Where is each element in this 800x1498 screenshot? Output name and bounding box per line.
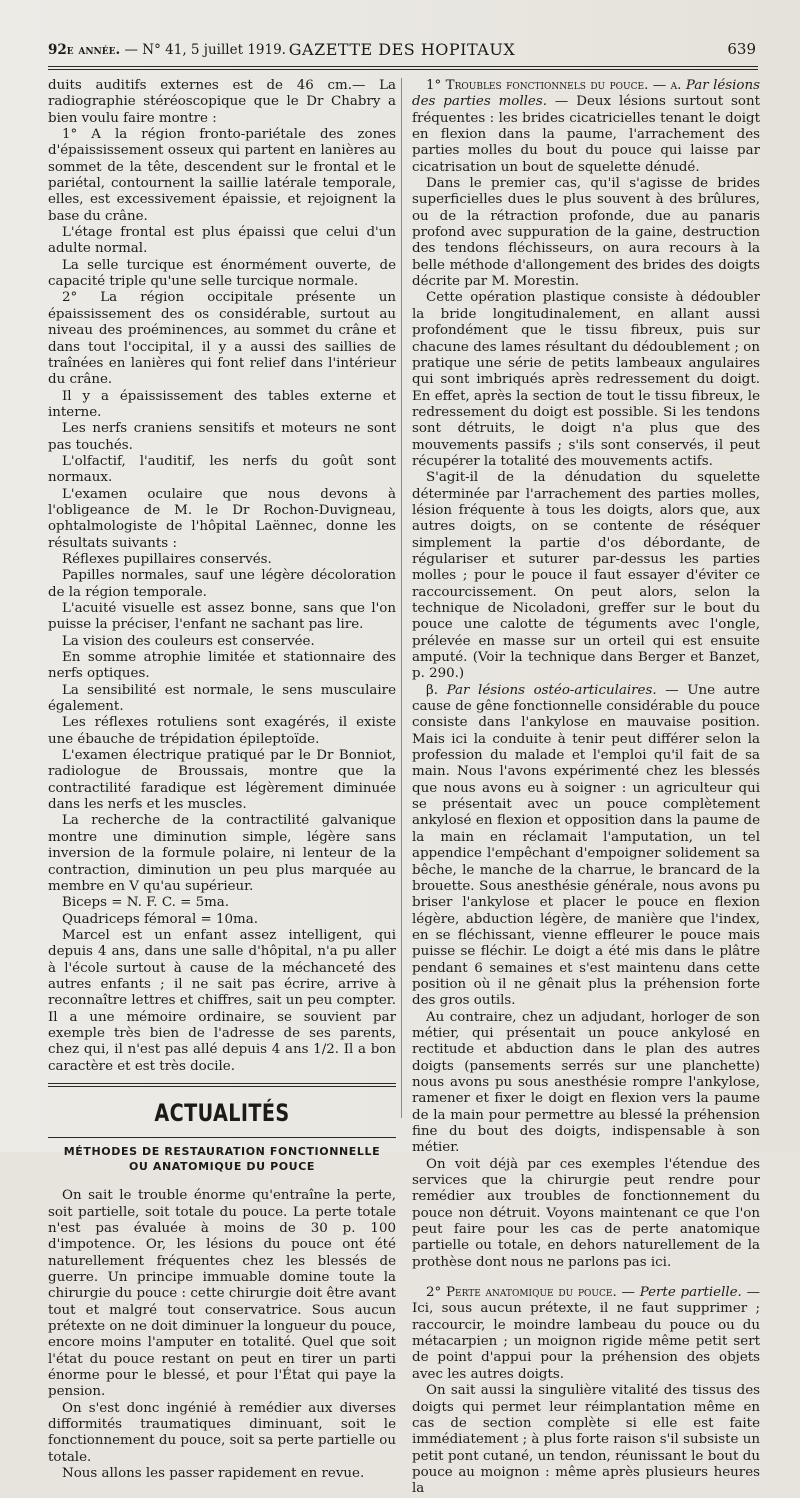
header-rule (48, 66, 758, 67)
header-rule-double (48, 69, 758, 70)
paragraph: L'examen électrique pratiqué par le Dr Bonniot, radiologue de Broussais, montre que la contractilité faradique est légèrement diminuée dans les nerfs et les muscles. (48, 748, 396, 813)
paragraph-last: On sait aussi la singulière vitalité des tissus des doigts qui permet leur réimplantation même en cas de section complète si elle est faite immédiatement ; à plus forte raison s'il subsiste un petit pont cutané, un tendon, réunissant le bout du pouce au moignon : même après plusieurs heures la (412, 1383, 760, 1497)
left-column (48, 78, 396, 1483)
paragraph-troubles-fonctionnels (412, 78, 760, 176)
paragraph: La selle turcique est énormément ouverte, de capacité triple qu'une selle turcique normale. (48, 257, 396, 290)
paragraph: S'agit-il de la dénudation du squelette déterminée par l'arrachement des parties molles, lésion fréquente à tous les doigts, alors que, aux autres doigts, on se contente de réséquer simplement la partie d'os débordante, de régulariser et suturer par-dessus les parties molles ; pour le pouce il faut essayer d'éviter ce raccourcissement. On peut alors, selon la technique de Nicoladoni, greffer sur le bout du pouce une calotte de téguments avec l'ongle, prélevée en masse sur un orteil qui est ensuite amputé. (Voir la technique dans Berger et Banzet, p. 290.) (412, 470, 760, 682)
paragraph: Biceps = N. F. C. = 5ma. (62, 895, 230, 911)
paragraph: Il y a épaississement des tables externe et interne. (48, 388, 396, 420)
paragraph: Papilles normales, sauf une légère décoloration de la région temporale. (48, 568, 396, 600)
paragraph: Dans le premier cas, qu'il s'agisse de brides superficielles dues le plus souvent à des brûlures, ou de la rétraction profonde, due au panaris profond avec suppuration de la gaine, destruction des tendons fléchisseurs, on aura recours à la belle méthode d'allongement des brides des doigts décrite par M. Morestin. (412, 176, 760, 290)
paragraph: 1° A la région fronto-pariétale des zones d'épaississement osseux qui partent en lanières au sommet de la tête, descendent sur le frontal et le pariétal, contournent la saillie latérale temporale, elles, est excessivement épaissie, et rejoignent la base du crâne. (48, 127, 396, 224)
paragraph-beta (412, 683, 760, 1010)
right-column (412, 78, 760, 1498)
paragraph-lead: 2° Perte anatomique du pouce. — (426, 1285, 635, 1301)
paragraph: La recherche de la contractilité galvanique montre une diminution simple, légère sans inversion de la formule polaire, ni lenteur de la contraction, diminution un peu plus marquée au membre en V qu'au supérieur. (48, 813, 396, 894)
paragraph: 2° La région occipitale présente un épaississement des os considérable, surtout au niveau des proéminences, au sommet du crâne et dans tout l'occipital, il y a aussi des saillies de traînées en lanières qui font relief dans l'intérieur du crâne. (48, 290, 396, 388)
section-rule-bottom (48, 1137, 396, 1138)
paragraph-italic: Par lésions ostéo-articulaires. (446, 682, 657, 698)
paragraph: L'acuité visuelle est assez bonne, sans que l'on puisse la préciser, l'enfant ne sachant pas lire. (48, 601, 396, 633)
paragraph: duits auditifs externes est de 46 cm.— La radiographie stéréoscopique que le Dr Chabry a bien voulu faire montre : (48, 78, 396, 126)
paragraph: On s'est donc ingénié à remédier aux diverses difformités traumatiques diminuant, soit le fonctionnement du pouce, soit sa perte partielle ou totale. (48, 1400, 396, 1465)
paragraph: On sait le trouble énorme qu'entraîne la perte, soit partielle, soit totale du pouce. La perte totale n'est pas évaluée à moins de 30 p. 100 d'impotence. Or, les lésions du pouce ont été naturellement fréquentes chez les blessés de guerre. Un principe immuable domine toute la chirurgie du pouce : cette chirurgie doit être avant tout et malgré tout conservatrice. Sous aucun prétexte on ne doit diminuer la longueur du pouce, encore moins l'amputer en totalité. Quel que soit l'état du pouce restant on peut en tirer un parti énorme pour le blessé, et pour l'État qui paye la pension. (48, 1188, 396, 1400)
section-heading: ACTUALITÉS (154, 1098, 290, 1127)
paragraph: En somme atrophie limitée et stationnaire des nerfs optiques. (48, 650, 396, 682)
article-title-line2: OU ANATOMIQUE DU POUCE (128, 1160, 316, 1174)
paragraph: Cette opération plastique consiste à dédoubler la bride longitudinalement, en allant aussi profondément que le tissu fibreux, puis sur chacune des lames résultant du dédoublement ; on pratique une série de petits lambeaux angulaires qui sont imbriqués après redressement du doigt. En effet, après la section de tout le tissu fibreux, le redressement du doigt est possible. Si les tendons sont détruits, le doigt n'a plus que des mouvements passifs ; s'ils sont conservés, il peut récupérer la totalité des mouvements actifs. (412, 290, 760, 469)
paragraph-text: — Ici, sous aucun prétexte, il ne faut supprimer ; raccourcir, le moindre lambeau du pouce ou du métacarpien ; un moignon rigide même petit sert de point d'appui pour la préhension des objets avec les autres doigts. (412, 1285, 761, 1382)
left-paragraphs-after (48, 1188, 396, 1482)
paragraph-text: — Une autre cause de gêne fonctionnelle considérable du pouce consiste dans l'ankylose en mauvaise position. Mais ici la conduite à tenir peut différer selon la profession du malade et l'emploi qu'il fait de sa main. Nous l'avons expérimenté chez les blessés que nous avons eu à soigner : un agriculteur qui se présentait avec un pouce complètement ankylosé en flexion et opposition dans la paume de la main en réclamait l'amputation, un tel appendice l'empêchant d'empoigner solidement sa bêche, le manche de la charrue, le brancard de la brouette. Sous anesthésie générale, nous avons pu briser l'ankylose et placer le pouce en flexion légère, abduction légère, de manière que l'index, en se fléchissant, vienne effleurer le pouce mais puisse se fléchir. Le doigt a été mis dans le plâtre pendant 6 semaines et s'est maintenu dans cette position où il ne gênait plus la préhension forte des gros outils. (412, 682, 760, 1009)
paragraph: Marcel est un enfant assez intelligent, qui depuis 4 ans, dans une salle d'hôpital, n'a pu aller à l'école surtout à cause de la méchanceté des autres enfants ; il ne sait pas écrire, arrive à reconnaître lettres et chiffres, sait un peu compter. Il a une mémoire ordinaire, se souvient par exemple très bien de l'adresse de ses parents, chez qui, il n'est pas allé depuis 4 ans 1/2. Il a bon caractère et est très docile. (48, 927, 396, 1074)
paragraph: L'étage frontal est plus épaissi que celui d'un adulte normal. (48, 225, 396, 257)
article-title-line1: MÉTHODES DE RESTAURATION FONCTIONNELLE (63, 1145, 381, 1159)
column-separator (401, 78, 402, 1118)
page-header (48, 36, 756, 66)
paragraph: L'examen oculaire que nous devons à l'obligeance de M. le Dr Rochon-Duvigneau, ophtalmologiste de l'hôpital Laënnec, donne les résultats suivants : (48, 486, 396, 551)
paragraph: On voit déjà par ces exemples l'étendue des services que la chirurgie peut rendre pour remédier aux troubles de fonctionnement du pouce non détruit. Voyons maintenant ce que l'on peut faire pour les cas de perte anatomique partielle ou totale, en dehors naturellement de la prothèse dont nous ne parlons pas ici. (412, 1156, 760, 1270)
paragraph: Les nerfs craniens sensitifs et moteurs ne sont pas touchés. (48, 421, 396, 453)
section-rule-top-double (48, 1086, 396, 1087)
paragraph-text: — Deux lésions surtout sont fréquentes : les brides cicatricielles tenant le doigt en flexion dans la paume, l'arrachement des parties molles du bout du pouce qui laisse par cicatrisation un bout de squelette dénudé. (412, 94, 760, 175)
paragraph-lead: β. (426, 682, 438, 698)
paragraph: Les réflexes rotuliens sont exagérés, il existe une ébauche de trépidation épileptoïde. (48, 715, 396, 747)
paragraph: Au contraire, chez un adjudant, horloger de son métier, qui présentait un pouce ankylosé en rectitude et abduction dans le plan des autres doigts (pansements serrés sur une planchette) nous avons pu sous anesthésie rompre l'ankylose, ramener et fixer le doigt en flexion vers la paume de la main pour permettre au blessé la préhension fine du bout des doigts, indispensable à son métier. (412, 1009, 760, 1156)
left-paragraphs-before (48, 78, 396, 1075)
paragraph-perte-anatomique (412, 1285, 760, 1383)
page-number: 639 (727, 40, 756, 58)
article-title (48, 1144, 396, 1174)
journal-title: GAZETTE DES HOPITAUX (288, 40, 516, 59)
paragraph-italic: Perte partielle. (639, 1285, 742, 1301)
issue-year: 92e année. (48, 42, 121, 58)
paragraph: La sensibilité est normale, le sens musculaire également. (48, 682, 396, 715)
paragraph: La vision des couleurs est conservée. (62, 633, 315, 649)
issue-date: — N° 41, 5 juillet 1919. (124, 42, 286, 58)
paragraph: Nous allons les passer rapidement en revue. (62, 1466, 365, 1482)
right-paragraphs-a (412, 176, 760, 683)
section-rule-top (48, 1083, 396, 1084)
right-paragraphs-b (412, 1010, 760, 1272)
paragraph: L'olfactif, l'auditif, les nerfs du goût sont normaux. (48, 453, 396, 486)
paragraph-lead: 1° Troubles fonctionnels du pouce. — α. (426, 78, 682, 93)
paragraph-italic: Par lésions des parties molles. (412, 78, 760, 110)
paragraph: Quadriceps fémoral = 10ma. (62, 911, 258, 927)
paragraph: Réflexes pupillaires conservés. (62, 551, 272, 567)
